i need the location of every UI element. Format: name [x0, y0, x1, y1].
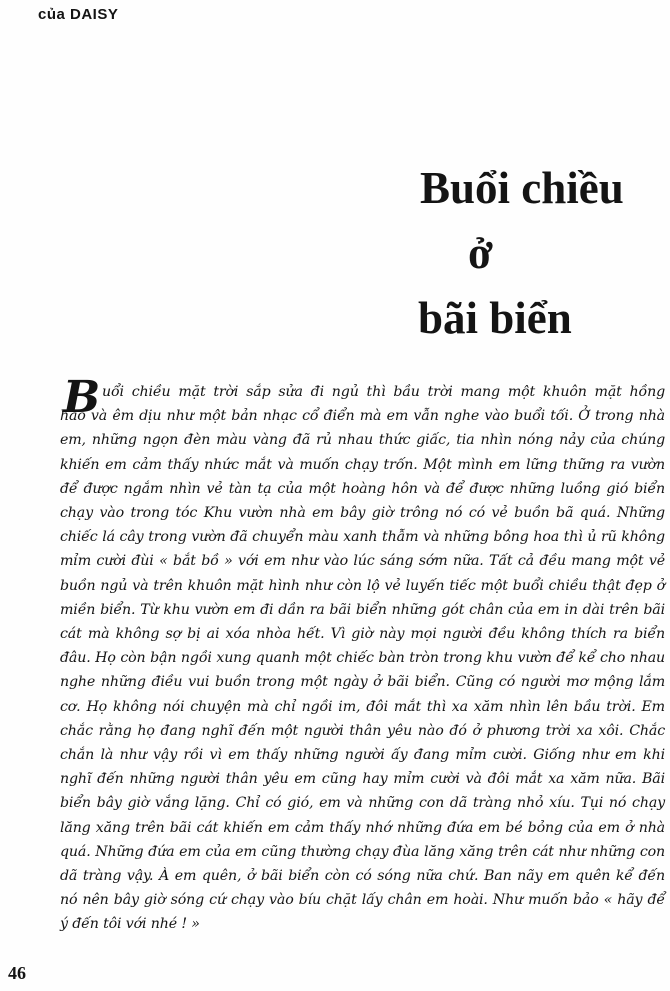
body-line: chắn là như vậy rồi vì em thấy những người ấy đang mỉm cười. Giống như em khi [60, 747, 665, 764]
body-line: chiếc lá cây trong vườn đã chuyển màu xanh thẫm và những bông hoa thì ủ rũ không [60, 529, 665, 546]
drop-cap: B [63, 372, 101, 423]
article-body [60, 372, 665, 937]
body-line: mỉm cười đùi « bắt bồ » với em như vào lúc sáng sớm nữa. Tất cả đều mang một vẻ [60, 553, 665, 570]
body-line: buồn ngủ và trên khuôn mặt hình như còn lộ vẻ luyến tiếc một buổi chiều thật đẹp ở [60, 577, 665, 594]
author-byline: của DAISY [38, 6, 119, 23]
body-line: dã tràng vậy. À em quên, ở bãi biển còn có sóng nữa chứ. Ban nãy em quên kể đến [60, 868, 665, 885]
body-line: cơ. Họ không nói chuyện mà chỉ ngồi im, đôi mắt thì xa xăm nhìn lên bầu trời. Em [60, 698, 665, 715]
page-number: 46 [8, 963, 26, 983]
body-line: để được ngắm nhìn vẻ tàn tạ của một hoàng hôn và để được những luồng gió biển [60, 480, 665, 497]
body-line: ý đến tôi với nhé ! » [60, 916, 200, 933]
body-line: hào và êm dịu như một bản nhạc cổ điển mà em vẫn nghe vào buổi tối. Ở trong nhà [60, 408, 665, 425]
title-line-3: bãi biển [418, 293, 572, 343]
body-line: biển bây giờ vắng lặng. Chỉ có gió, em và những con dã tràng nhỏ xíu. Tụi nó chạy [60, 795, 665, 812]
body-line: chạy vào trong tóc Khu vườn nhà em bây giờ trông nó có vẻ buồn bã quá. Những [60, 505, 665, 522]
body-line: đâu. Họ còn bận ngồi xung quanh một chiếc bàn tròn trong khu vườn để kể cho nhau [60, 650, 665, 667]
body-line: em, những ngọn đèn màu vàng đã rủ nhau thức giấc, tia nhìn nóng nảy của chúng [60, 432, 665, 449]
body-line: cát mà không sợ bị ai xóa nhòa hết. Vì giờ này mọi người đều không thích ra biển [60, 626, 665, 643]
body-line: miền biển. Từ khu vườn em đi dần ra bãi biển những gót chân của em in dài trên bãi [60, 601, 665, 618]
title-line-1: Buổi chiều [420, 163, 624, 213]
body-line: chắc rằng họ đang nghĩ đến một người thân yêu nào đó ở phương trời xa xôi. Chắc [60, 722, 665, 739]
body-line: lăng xăng trên bãi cát khiến em cảm thấy nhớ những đứa em bé bỏng của em ở nhà [60, 819, 665, 836]
body-line: nghe những điều vui buồn trong một ngày ở bãi biển. Cũng có người mơ mộng lắm [60, 674, 665, 691]
body-line: khiến em cảm thấy nhức mắt và muốn chạy trốn. Một mình em lững thững ra vườn [60, 456, 665, 473]
body-line: nghĩ đến những người thân yêu em cũng hay mỉm cười và đôi mắt xa xăm nữa. Bãi [60, 771, 665, 788]
body-line: nó nên bây giờ sóng cứ chạy vào bíu chặt lấy chân em hoài. Như muốn bảo « hãy để [60, 892, 665, 909]
title-line-2: ở [468, 228, 493, 278]
body-line: uổi chiều mặt trời sắp sửa đi ngủ thì bầu trời mang một khuôn mặt hồng [102, 384, 665, 400]
body-line: quá. Những đứa em của em cũng thường chạy đùa lăng xăng trên cát như những con [60, 843, 665, 860]
